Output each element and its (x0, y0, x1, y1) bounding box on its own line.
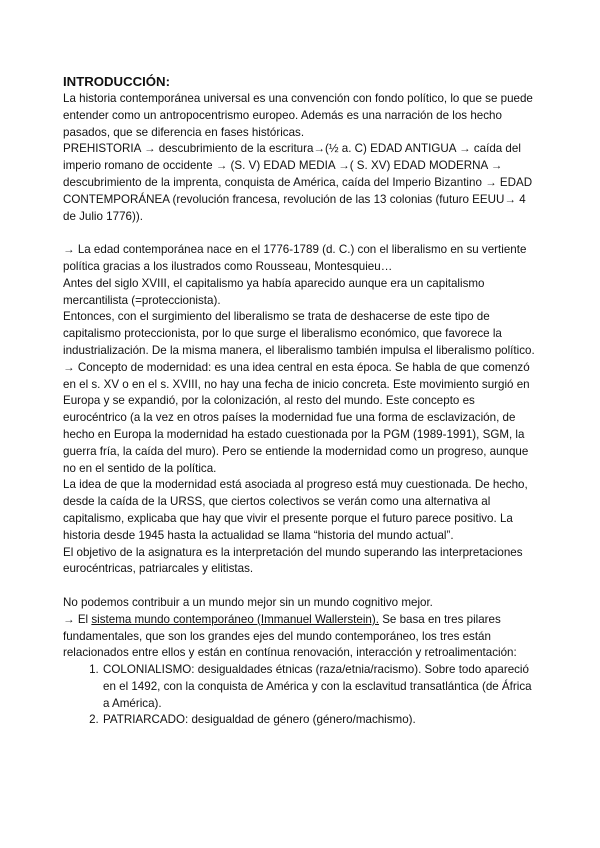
pillars-list (63, 662, 540, 729)
paragraph-world-system (63, 612, 540, 662)
paragraph-cognitive: No podemos contribuir a un mundo mejor sin un mundo cognitivo mejor. (63, 595, 433, 609)
paragraph-modernity: → Concepto de modernidad: es una idea central en esta época. Se habla de que comenzó en el s. XV o en el s. XVIII, no hay una fecha de inicio concreta. Este movimiento surgió en Europa y se expandió, por la colonización, al resto del mundo. Este concepto es eurocéntrico (a la vez en otros países la modernidad fue una forma de esclavización, de hecho en Europa la modernidad ha estado cuestionada por la PGM (1989-1991), SGM, la guerra fría, la caída del muro). Pero se entiende la modernidad como un progreso, aunque no en el sentido de la política. (63, 360, 530, 475)
world-system-text: Se basa en tres pilares fundamentales, que son los grandes ejes del mundo contemporáneo, los tres están relacionados entre ellos y están en contínua renovación, interacción y retroalimentación: (63, 612, 517, 660)
list-item-patriarchy: 2. PATRIARCADO: desigualdad de género (género/machismo). (102, 712, 540, 729)
paragraph-progress: La idea de que la modernidad está asociada al progreso está muy cuestionada. De hecho, desde la caída de la URSS, que ciertos colectivos se verán como una alternativa al capitalismo, explicaba que hay que vivir el presente porque el futuro parece positivo. La historia desde 1945 hasta la actualidad se llama “historia del mundo actual”. (63, 478, 528, 542)
list-item-colonialism: 1. COLONIALISMO: desigualdades étnicas (raza/etnia/racismo). Sobre todo apareció en el 1492, con la conquista de América y con la esclavitud transatlántica (de África a América). (102, 662, 540, 712)
world-system-prefix: → El (63, 612, 92, 626)
paragraph-intro: La historia contemporánea universal es una convención con fondo político, lo que se puede entender como un antropocentrismo europeo. Además es una narración de los hecho pasados, que se diferencia en fases históricas. (63, 92, 533, 139)
spacer (63, 225, 540, 242)
paragraph-capitalism: Antes del siglo XVIII, el capitalismo ya había aparecido aunque era un capitalismo mercantilista (=proteccionista). (63, 276, 485, 307)
paragraph-objective: El objetivo de la asignatura es la interpretación del mundo superando las interpretaciones eurocéntricas, patriarcales y elitistas. (63, 545, 523, 576)
paragraph-periods: PREHISTORIA → descubrimiento de la escritura→(½ a. C) EDAD ANTIGUA → caída del imperio romano de occidente → (S. V) EDAD MEDIA →( S. XV) EDAD MODERNA → descubrimiento de la imprenta, conquista de América, caída del Imperio Bizantino → EDAD CONTEMPORÁNEA (revolución francesa, revolución de las 13 colonias (futuro EEUU→ 4 de Julio 1776)). (63, 142, 533, 223)
world-system-link[interactable]: sistema mundo contemporáneo (Immanuel Wallerstein). (91, 612, 379, 626)
paragraph-liberalism: Entonces, con el surgimiento del liberalismo se trata de deshacerse de este tipo de capitalismo proteccionista, por lo que surge el liberalismo económico, que favorece la industrialización. De la misma manera, el liberalismo también impulsa el liberalismo político. (63, 310, 535, 357)
spacer (63, 578, 540, 595)
page-title: INTRODUCCIÓN: (63, 74, 170, 89)
paragraph-contemporary-age: → La edad contemporánea nace en el 1776-1789 (d. C.) con el liberalismo en su vertiente política gracias a los ilustrados como Rousseau, Montesquieu… (63, 243, 527, 273)
